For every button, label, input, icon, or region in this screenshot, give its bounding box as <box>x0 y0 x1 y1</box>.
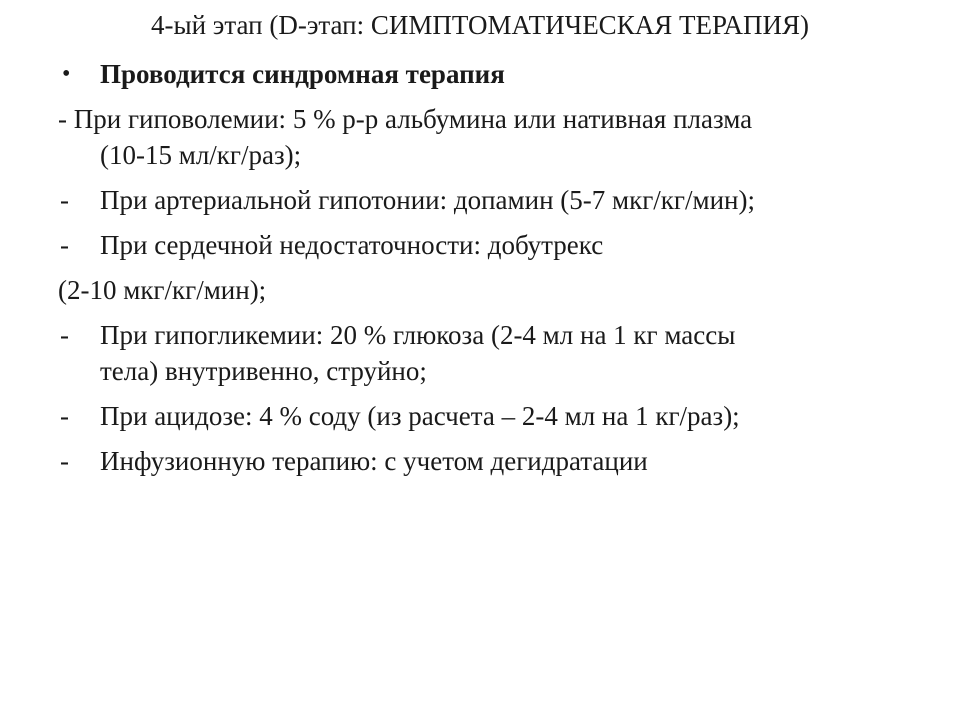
list-item-text: При ацидозе: 4 % соду (из расчета – 2-4 мл на 1 кг/раз); <box>100 401 740 431</box>
bullet-dot-icon: • <box>62 61 71 87</box>
list-item-text: - При гиповолемии: 5 % р-р альбумина или нативная плазма <box>58 104 753 134</box>
list-item-text: При сердечной недостаточности: добутрекс <box>100 230 604 260</box>
list-item-acidosis <box>58 398 938 434</box>
list-item-hypovolemia <box>58 101 938 173</box>
list-item-text-continued: тела) внутривенно, струйно; <box>100 356 427 386</box>
slide-content <box>58 56 938 479</box>
list-item-hypotension <box>58 182 938 218</box>
list-item-hypoglycemia <box>58 317 938 389</box>
list-item-dosage-continued <box>58 272 938 308</box>
dash-icon: - <box>60 230 69 260</box>
dash-icon: - <box>60 401 69 431</box>
dash-icon: - <box>60 185 69 215</box>
list-item-text: (2-10 мкг/кг/мин); <box>58 275 267 305</box>
dash-icon: - <box>60 446 69 476</box>
list-item-heart-failure <box>58 227 938 263</box>
heading-text: Проводится синдромная терапия <box>100 59 505 89</box>
list-item-text: При артериальной гипотонии: допамин (5-7 мкг/кг/мин); <box>100 185 755 215</box>
dash-icon: - <box>60 320 69 350</box>
list-item-text-continued: (10-15 мл/кг/раз); <box>100 140 302 170</box>
slide-title: 4-ый этап (D-этап: СИМПТОМАТИЧЕСКАЯ ТЕРАПИЯ) <box>150 10 810 40</box>
list-item-text: Инфузионную терапию: с учетом дегидратации <box>100 446 648 476</box>
heading-item <box>58 56 938 92</box>
list-item-text: При гипогликемии: 20 % глюкоза (2-4 мл на 1 кг массы <box>100 320 736 350</box>
list-item-infusion <box>58 443 938 479</box>
